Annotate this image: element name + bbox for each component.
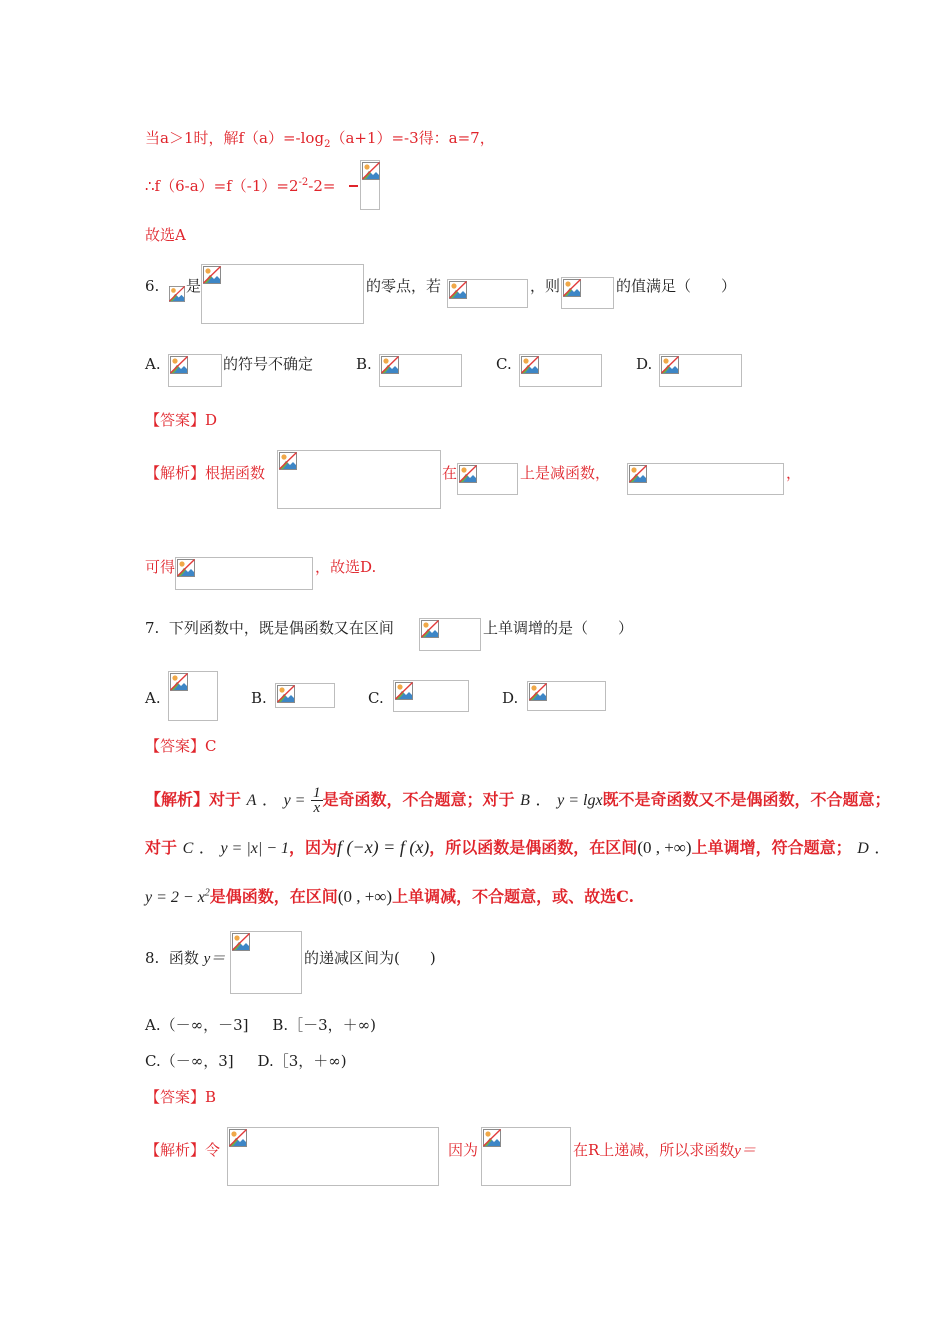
broken-image-icon: [629, 465, 647, 483]
text: 在: [442, 464, 458, 482]
broken-image-icon: [170, 673, 188, 691]
text: ，故选D.: [315, 558, 377, 576]
broken-image-icon: [395, 682, 413, 700]
text: 上是减函数，: [520, 464, 611, 482]
text-line: 故选A: [145, 226, 186, 244]
broken-image-icon: [529, 683, 547, 701]
answer: 【答案】B: [145, 1088, 217, 1106]
option-label: A.: [145, 689, 161, 707]
formula-image: [561, 277, 614, 309]
text: 的零点，若: [366, 277, 442, 295]
option-label: A.: [145, 355, 161, 373]
formula-image: [447, 279, 528, 308]
broken-image-icon: [449, 281, 467, 299]
option-label: B.: [251, 689, 267, 707]
explanation-text: 【解析】对于 A ． y = $\frac{1}{x}$ 是奇函数，不合题意；对于 B ． y = lgx既不是奇函数又不是偶函数，不合题意；: [145, 785, 891, 816]
broken-image-icon: [279, 452, 297, 470]
formula-image: [275, 683, 335, 708]
text: ，则: [530, 277, 561, 295]
text-line: 当a＞1时，解$f(a)=-\log_2(a+1)=-3$得：a=7，: [145, 129, 495, 150]
text-line: $\therefore f(6-a)=f(-1)=2^{-2}-2=$: [145, 177, 336, 195]
broken-image-icon: [381, 356, 399, 374]
answer: 【答案】C: [145, 737, 217, 755]
broken-image-icon: [362, 162, 380, 180]
answer: 【答案】D: [145, 411, 218, 429]
broken-image-icon: [229, 1129, 247, 1147]
option-label: C.: [368, 689, 384, 707]
formula-image: [393, 680, 469, 712]
option-label: C.: [496, 355, 512, 373]
formula-image: [227, 1127, 439, 1186]
formula-image: [168, 671, 218, 721]
text: 是: [186, 277, 202, 295]
formula-image: [519, 354, 602, 387]
broken-image-icon: [232, 933, 250, 951]
text: 因为: [448, 1141, 479, 1159]
question-number: 6.: [145, 277, 160, 295]
broken-image-icon: [521, 356, 539, 374]
formula-image: [627, 463, 784, 495]
option-label: D.: [502, 689, 519, 707]
broken-image-icon: [177, 559, 195, 577]
broken-image-icon: [170, 356, 188, 374]
text: 上单调增的是（ ）: [483, 619, 634, 637]
formula-image: [457, 463, 518, 495]
formula-image: [169, 286, 185, 303]
broken-image-icon: [421, 620, 439, 638]
broken-image-icon: [661, 356, 679, 374]
formula-image: [230, 931, 302, 994]
option: C.（－∞，3] D.［3，＋∞): [145, 1052, 347, 1070]
broken-image-icon: [169, 286, 185, 302]
text: ，: [786, 464, 802, 482]
formula-image: [481, 1127, 571, 1186]
fraction: $\frac{1}{x}$: [313, 785, 321, 816]
explanation-text: $y = 2 - x^2$是偶函数，在区间(0 , +∞)上单调减，不合题意，或、故选C.: [145, 887, 635, 906]
option: A.（－∞，－3] B.［－3，＋∞): [145, 1016, 377, 1034]
question-text: 7. 下列函数中，既是偶函数又在区间: [145, 619, 394, 637]
formula-image: [360, 160, 380, 210]
formula-image: [659, 354, 742, 387]
broken-image-icon: [203, 266, 221, 284]
minus-sign: [349, 185, 358, 187]
text: 的符号不确定: [223, 355, 314, 373]
option-label: B.: [356, 355, 372, 373]
explanation-text: 【解析】令: [145, 1141, 221, 1159]
formula-image: [379, 354, 462, 387]
formula-image: [527, 681, 606, 711]
formula-image: [175, 557, 313, 590]
broken-image-icon: [459, 465, 477, 483]
broken-image-icon: [277, 685, 295, 703]
text: 在R上递减，所以求函数y＝: [573, 1141, 756, 1159]
explanation-text: 对于 C ． y = |x| − 1，因为f (−x) = f (x)，所以函数是偶函数，在区间(0 , +∞)上单调增，符合题意； D ．: [145, 837, 891, 857]
formula-image: [419, 618, 481, 651]
explanation-text: 【解析】根据函数: [145, 464, 266, 482]
broken-image-icon: [483, 1129, 501, 1147]
question-text: 8. 函数 y＝: [145, 949, 226, 967]
broken-image-icon: [563, 279, 581, 297]
formula-image: [201, 264, 364, 324]
text: 的值满足（ ）: [616, 277, 737, 295]
text: 的递减区间为( ): [304, 949, 436, 967]
text: 可得: [145, 558, 176, 576]
formula-image: [277, 450, 441, 509]
option-label: D.: [636, 355, 653, 373]
formula-image: [168, 354, 222, 387]
